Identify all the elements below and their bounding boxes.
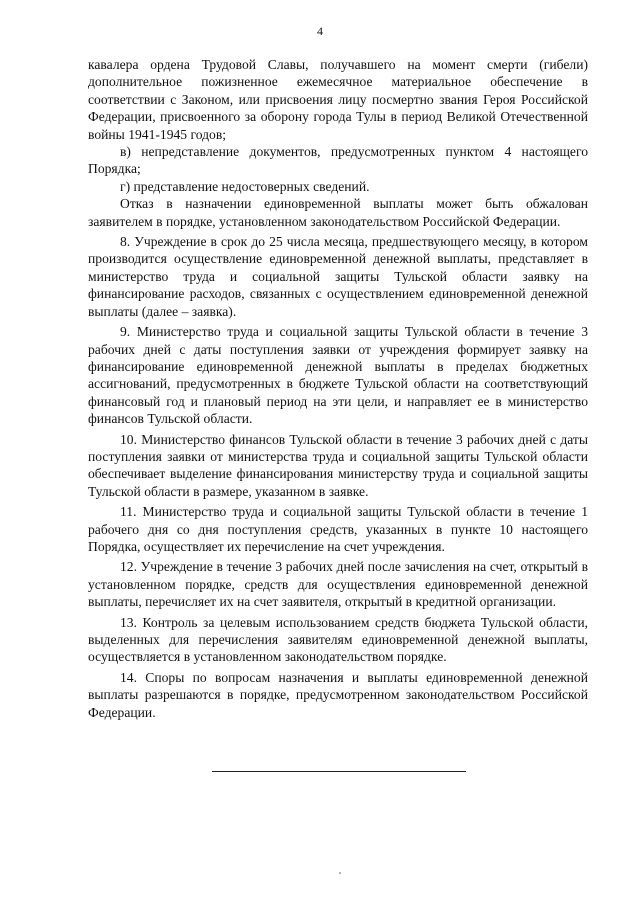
page-number: 4 xyxy=(317,24,323,38)
paragraph-11: 11. Министерство труда и социальной защиты Тульской области в течение 1 рабочего дня со дня поступления средств, указанных в пункте 10 настоящего Порядка, осуществляет их перечисление на счет учреждения. xyxy=(88,504,588,554)
document-body xyxy=(88,56,588,721)
paragraph-13: 13. Контроль за целевым использованием средств бюджета Тульской области, выделенных для перечисления заявителям единовременной денежной выплаты, осуществляется в установленном законодательством порядке. xyxy=(88,614,588,665)
paragraph-continuation: кавалера ордена Трудовой Славы, получавшего на момент смерти (гибели) дополнительное пожизненное ежемесячное материальное обеспечение в соответствии с Законом, или присвоения лицу посмертно звания Героя Российской Федерации, присвоенного за оборону города Тулы в период Великой Отечественной войны 1941-1945 годов; xyxy=(88,57,588,142)
paragraph-14: 14. Споры по вопросам назначения и выплаты единовременной денежной выплаты разрешаются в порядке, предусмотренном законодательством Российской Федерации. xyxy=(88,669,588,720)
scan-speck xyxy=(339,872,341,874)
paragraph-item-v: в) непредставление документов, предусмотренных пунктом 4 настоящего Порядка; xyxy=(88,144,588,177)
paragraph-8: 8. Учреждение в срок до 25 числа месяца, предшествующего месяцу, в котором производится осуществление единовременной денежной выплаты, представляет в министерство труда и социальной защиты Тульской области заявку на финансирование расходов, связанных с осуществлением единовременной денежной выплаты (далее – заявка). xyxy=(88,234,588,319)
closing-rule xyxy=(212,771,466,772)
paragraph-refusal-appeal: Отказ в назначении единовременной выплаты может быть обжалован заявителем в порядке, установленном законодательством Российской Федерации. xyxy=(88,196,588,229)
paragraph-10: 10. Министерство финансов Тульской области в течение 3 рабочих дней с даты поступления заявки от министерства труда и социальной защиты Тульской области обеспечивает выделение финансирования министерству труда и социальной защиты Тульской области в размере, указанном в заявке. xyxy=(88,431,588,499)
paragraph-9: 9. Министерство труда и социальной защиты Тульской области в течение 3 рабочих дней с даты поступления заявки от учреждения формирует заявку на финансирование единовременной денежной выплаты в пределах бюджетных ассигнований, предусмотренных в бюджете Тульской области на соответствующий финансовый год и плановый период на эти цели, и направляет ее в министерство финансов Тульской области. xyxy=(88,324,588,427)
paragraph-12: 12. Учреждение в течение 3 рабочих дней после зачисления на счет, открытый в установленном порядке, средств для осуществления единовременной денежной выплаты, перечисляет их на счет заявителя, открытый в кредитной организации. xyxy=(88,559,588,610)
paragraph-item-g: г) представление недостоверных сведений. xyxy=(120,178,370,194)
